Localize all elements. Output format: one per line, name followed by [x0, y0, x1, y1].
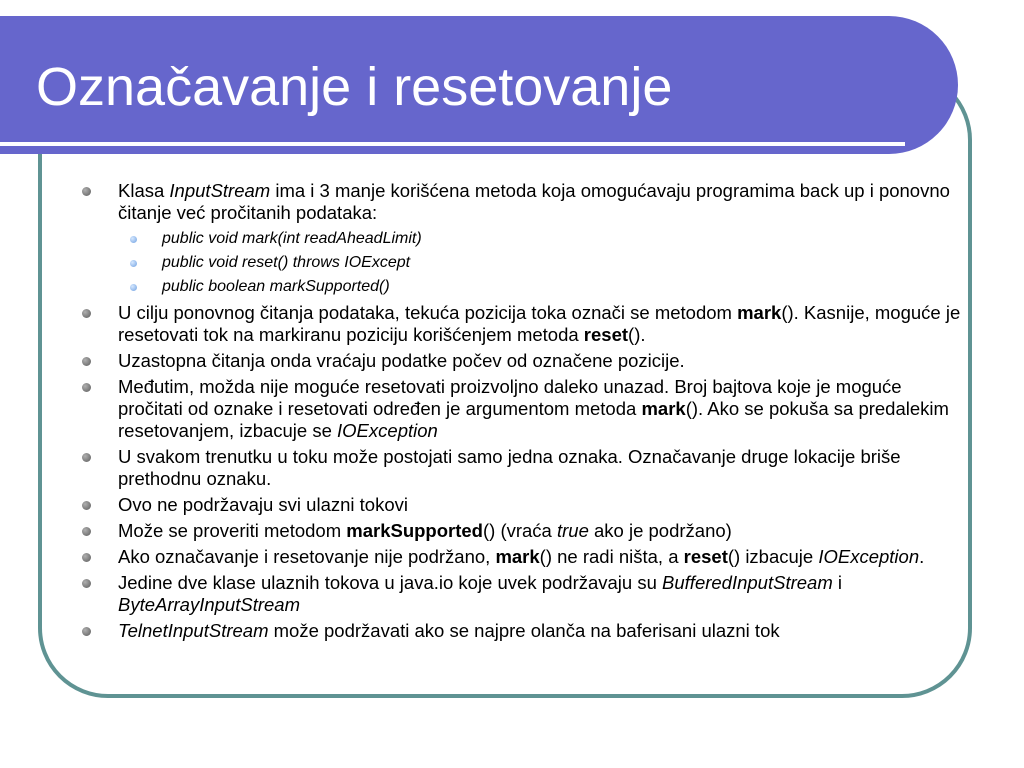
bullet-text: može podržavati ako se najpre olanča na baferisani ulazni tok [268, 620, 780, 641]
sub-item-text: public boolean markSupported() [162, 278, 390, 295]
bullet-sequential-reads [82, 350, 962, 372]
class-name: BufferedInputStream [662, 572, 833, 593]
bullet-dot-icon [82, 453, 91, 462]
sub-bullet-dot-icon [130, 284, 137, 291]
bullet-text: Međutim, možda nije moguće resetovati proizvoljno daleko unazad. Broj bajtova koje je moguće pročitati od oznake i resetovati određen je argumentom metoda [118, 376, 902, 419]
bullet-unsupported-behavior [82, 546, 962, 568]
sub-bullet-dot-icon [130, 236, 137, 243]
bullet-dot-icon [82, 501, 91, 510]
method-name: mark [641, 398, 686, 419]
sub-item-reset [82, 252, 962, 274]
class-name: InputStream [169, 180, 271, 201]
keyword-true: true [556, 520, 589, 541]
bullet-text: Jedine dve klase ulaznih tokova u java.io koje uvek podržavaju su [118, 572, 663, 593]
exception-name: IOException [818, 546, 920, 567]
bullet-text: (). [628, 324, 646, 345]
bullet-telnet [82, 620, 962, 642]
bullet-not-supported [82, 494, 962, 516]
bullet-text: () izbacuje [727, 546, 819, 567]
bullet-text: (). Ako se pokuša sa predalekim resetovanjem, izbacuje se [118, 398, 949, 441]
class-name: TelnetInputStream [118, 620, 269, 641]
bullet-single-mark [82, 446, 962, 490]
sub-bullet-dot-icon [130, 260, 137, 267]
slide-title: Označavanje i resetovanje [36, 57, 673, 117]
sub-item-marksupported [82, 276, 962, 298]
bullet-text: U cilju ponovnog čitanja podataka, tekuća pozicija toka označi se metodom [118, 302, 738, 323]
bullet-marksupported-check [82, 520, 962, 542]
method-name: reset [683, 546, 728, 567]
bullet-text: U svakom trenutku u toku može postojati samo jedna oznaka. Označavanje druge lokacije briše prethodnu oznaku. [118, 446, 901, 489]
bullet-dot-icon [82, 357, 91, 366]
bullet-reset-limit [82, 376, 962, 442]
bullet-text: Ovo ne podržavaju svi ulazni tokovi [118, 494, 408, 515]
title-band [0, 16, 958, 154]
method-name: mark [737, 302, 782, 323]
sub-item-text: public void mark(int readAheadLimit) [162, 230, 422, 247]
slide-content [82, 180, 962, 646]
bullet-text: . [919, 546, 925, 567]
bullet-text: () ne radi ništa, a [539, 546, 684, 567]
bullet-text: Može se proveriti metodom [118, 520, 347, 541]
class-name: ByteArrayInputStream [118, 594, 300, 615]
method-name: reset [583, 324, 629, 345]
bullet-dot-icon [82, 553, 91, 562]
method-name: markSupported [346, 520, 483, 541]
bullet-supporting-classes [82, 572, 962, 616]
bullet-dot-icon [82, 527, 91, 536]
bullet-text: i [832, 572, 842, 593]
bullet-text: (). Kasnije, moguće je resetovati tok na markiranu poziciju korišćenjem metoda [118, 302, 961, 345]
bullet-text: ako je podržano) [588, 520, 732, 541]
bullet-dot-icon [82, 309, 91, 318]
title-underline [0, 142, 905, 146]
bullet-inputstream-methods [82, 180, 962, 224]
bullet-text: Klasa [118, 180, 170, 201]
bullet-text: ima i 3 manje korišćena metoda koja omogućavaju programima back up i ponovno čitanje već pročitanih podataka: [118, 180, 950, 223]
bullet-mark-reset [82, 302, 962, 346]
method-name: mark [495, 546, 540, 567]
exception-name: IOException [337, 420, 438, 441]
sub-item-text: public void reset() throws IOExcept [162, 254, 411, 271]
bullet-dot-icon [82, 579, 91, 588]
sub-item-mark [82, 228, 962, 250]
bullet-dot-icon [82, 383, 91, 392]
bullet-dot-icon [82, 187, 91, 196]
bullet-dot-icon [82, 627, 91, 636]
bullet-text: Ako označavanje i resetovanje nije podržano, [118, 546, 496, 567]
bullet-text: () (vraća [482, 520, 557, 541]
bullet-text: Uzastopna čitanja onda vraćaju podatke počev od označene pozicije. [118, 350, 685, 371]
